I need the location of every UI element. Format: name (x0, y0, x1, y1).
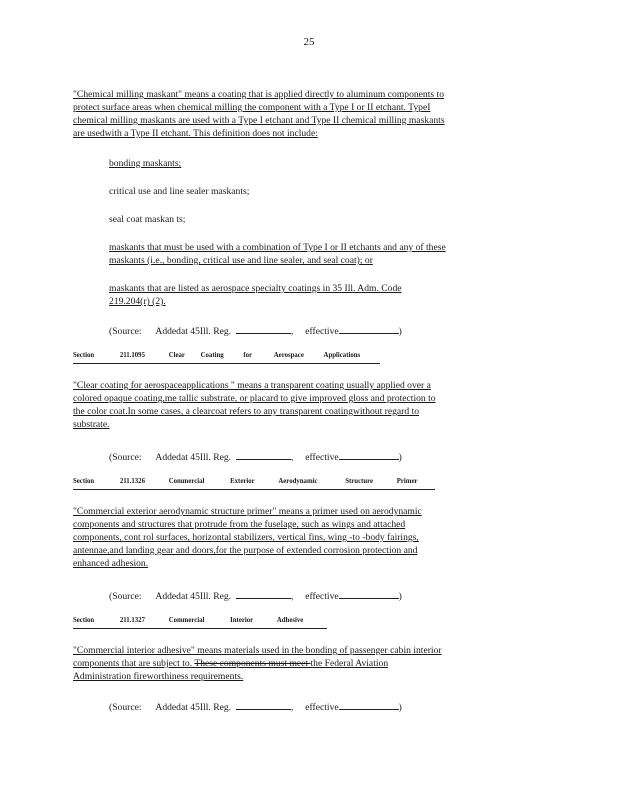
paragraph-line: protect surface areas when chemical milling the component with a Type I or II etchant. TypeI (73, 102, 431, 113)
paragraph-line: components that are subject to. These components must meet the Federal Aviation (73, 658, 389, 669)
section-heading: Section 211.1326 Commercial Exterior Aerodynamic Structure Primer (73, 478, 418, 485)
exclusion-item (109, 157, 541, 170)
item-line: critical use and line sealer maskants; (109, 186, 250, 197)
paragraph-line: components, cont rol surfaces, horizontal stabilizers, vertical fins, wing -to -body fairings, (73, 532, 419, 543)
chemical-milling-paragraph (73, 88, 541, 140)
section-underline (73, 489, 435, 490)
paragraph-line: Administration fireworthiness requirements. (73, 671, 244, 682)
paragraph-line: "Clear coating for aerospaceapplications " means a transparent coating usually applied over a (73, 380, 431, 391)
item-line: bonding maskants; (109, 158, 182, 169)
paragraph-line: components and structures that protrude from the fuselage, such as wings and attached (73, 519, 406, 530)
item-line: 219.204(r) (2). (109, 296, 166, 307)
source-note: (Source: Addedat 45Ill. Reg. , effective ) (109, 452, 402, 463)
blank-line (236, 589, 291, 599)
paragraph-line: colored opaque coating,me tallic substrate, or placard to give improved gloss and protection to (73, 393, 436, 404)
exclusion-item (109, 282, 541, 308)
paragraph-line: chemical milling maskants are used with a Type I etchant and Type II chemical milling maskants (73, 115, 445, 126)
blank-line (339, 700, 399, 710)
blank-line (236, 324, 291, 334)
item-line: seal coat maskan ts; (109, 214, 186, 225)
source-note: (Source: Addedat 45Ill. Reg. , effective ) (109, 702, 402, 713)
exclusion-item (109, 185, 541, 198)
blank-line (339, 324, 399, 334)
blank-line (236, 700, 291, 710)
item-line: maskants that are listed as aerospace specialty coatings in 35 Ill. Adm. Code (109, 283, 402, 294)
section-heading: Section 211.1095 Clear Coating for Aerospace Applications (73, 352, 361, 359)
blank-line (339, 589, 399, 599)
paragraph-line: "Commercial interior adhesive" means materials used in the bonding of passenger cabin interior (73, 645, 442, 656)
paragraph-line: are usedwith a Type II etchant. This definition does not include: (73, 128, 318, 139)
paragraph-line: "Commercial exterior aerodynamic structure primer" means a primer used on aerodynamic (73, 506, 422, 517)
section-underline (73, 363, 380, 364)
paragraph-line: the color coat.In some cases, a clearcoat refers to any transparent coatingwithout regard to (73, 406, 420, 417)
commercial-interior-paragraph (73, 644, 541, 683)
item-line: maskants that must be used with a combination of Type I or II etchants and any of these (109, 242, 446, 253)
clear-coating-paragraph (73, 379, 541, 431)
section-underline (73, 628, 327, 629)
exclusion-item (109, 241, 541, 267)
paragraph-line: "Chemical milling maskant" means a coating that is applied directly to aluminum components to (73, 89, 444, 100)
blank-line (339, 450, 399, 460)
paragraph-line: enhanced adhesion. (73, 558, 149, 569)
deleted-text: These components must meet (194, 658, 311, 669)
item-line: maskants (i.e., bonding, critical use and line sealer, and seal coat); or (109, 255, 373, 266)
page-number: 25 (303, 36, 315, 48)
blank-line (236, 450, 291, 460)
source-note: (Source: Addedat 45Ill. Reg. , effective ) (109, 326, 402, 337)
source-note: (Source: Addedat 45Ill. Reg. , effective ) (109, 591, 402, 602)
commercial-exterior-paragraph (73, 505, 541, 570)
exclusion-item (109, 213, 541, 226)
paragraph-line: substrate. (73, 419, 110, 430)
section-heading: Section 211.1327 Commercial Interior Adhesive (73, 617, 304, 624)
paragraph-line: antennae,and landing gear and doors,for the purpose of extended corrosion protection and (73, 545, 418, 556)
